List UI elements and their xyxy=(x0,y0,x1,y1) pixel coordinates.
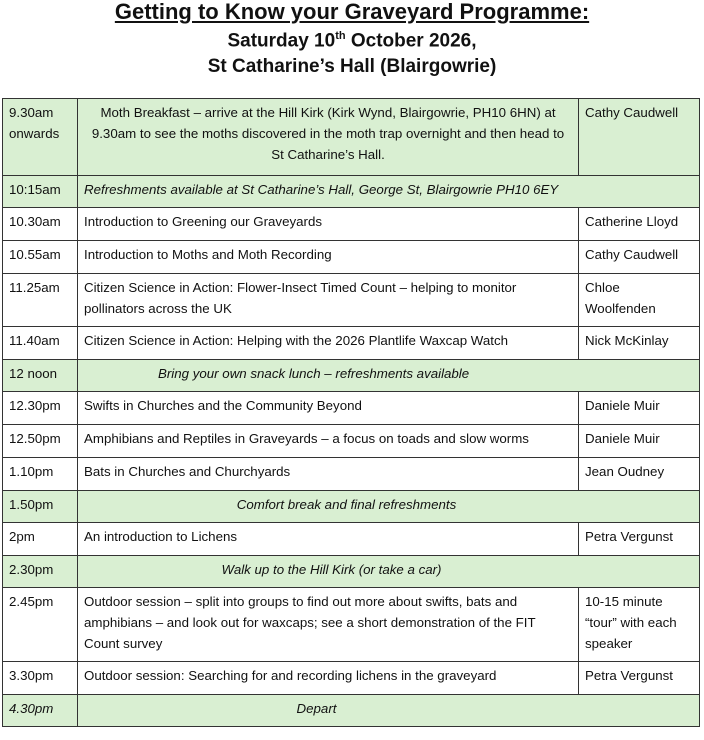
speaker-cell: Petra Vergunst xyxy=(579,523,700,556)
table-row xyxy=(3,491,700,523)
time-cell: 12.30pm xyxy=(3,392,78,425)
time-cell: 4.30pm xyxy=(3,695,78,727)
time-cell: 10.55am xyxy=(3,241,78,274)
time-cell: 9.30am onwards xyxy=(3,99,78,176)
activity-cell: Citizen Science in Action: Helping with the 2026 Plantlife Waxcap Watch xyxy=(78,327,579,360)
speaker-cell: Daniele Muir xyxy=(579,392,700,425)
date-main: Saturday 10 xyxy=(227,30,336,52)
speaker-cell: Jean Oudney xyxy=(579,458,700,491)
activity-cell: Swifts in Churches and the Community Beyond xyxy=(78,392,579,425)
table-row xyxy=(3,523,700,556)
table-row xyxy=(3,208,700,241)
time-cell: 11.25am xyxy=(3,274,78,327)
time-cell: 10.30am xyxy=(3,208,78,241)
activity-cell: Walk up to the Hill Kirk (or take a car) xyxy=(78,556,700,588)
event-date xyxy=(0,23,704,54)
time-cell: 11.40am xyxy=(3,327,78,360)
table-row xyxy=(3,588,700,662)
activity-cell: Introduction to Moths and Moth Recording xyxy=(78,241,579,274)
table-row xyxy=(3,274,700,327)
table-row xyxy=(3,662,700,695)
table-row xyxy=(3,241,700,274)
activity-cell: Bring your own snack lunch – refreshments available xyxy=(78,360,700,392)
time-cell: 1.10pm xyxy=(3,458,78,491)
time-cell: 3.30pm xyxy=(3,662,78,695)
activity-cell: Refreshments available at St Catharine’s Hall, George St, Blairgowrie PH10 6EY xyxy=(78,176,700,208)
table-row xyxy=(3,392,700,425)
page-title: Getting to Know your Graveyard Programme: xyxy=(114,0,590,24)
speaker-cell: 10-15 minute “tour” with each speaker xyxy=(579,588,700,662)
speaker-cell: Cathy Caudwell xyxy=(579,99,700,176)
time-cell: 1.50pm xyxy=(3,491,78,523)
speaker-cell: Daniele Muir xyxy=(579,425,700,458)
time-cell: 12 noon xyxy=(3,360,78,392)
table-row xyxy=(3,556,700,588)
speaker-cell: Cathy Caudwell xyxy=(579,241,700,274)
time-cell: 2pm xyxy=(3,523,78,556)
activity-cell: Amphibians and Reptiles in Graveyards – a focus on toads and slow worms xyxy=(78,425,579,458)
speaker-cell: Petra Vergunst xyxy=(579,662,700,695)
speaker-cell: Nick McKinlay xyxy=(579,327,700,360)
event-venue: St Catharine’s Hall (Blairgowrie) xyxy=(207,56,497,78)
activity-cell: Outdoor session – split into groups to find out more about swifts, bats and amphibians – and look out for waxcaps; see a short demonstration of the FIT Count survey xyxy=(78,588,579,662)
activity-cell: An introduction to Lichens xyxy=(78,523,579,556)
table-row xyxy=(3,458,700,491)
date-rest: October 2026, xyxy=(345,30,477,52)
table-row xyxy=(3,327,700,360)
date-suffix: th xyxy=(335,30,346,42)
time-cell: 12.50pm xyxy=(3,425,78,458)
activity-cell: Comfort break and final refreshments xyxy=(78,491,700,523)
table-row xyxy=(3,695,700,727)
header xyxy=(0,0,704,80)
activity-cell: Bats in Churches and Churchyards xyxy=(78,458,579,491)
table-row xyxy=(3,176,700,208)
time-cell: 2.45pm xyxy=(3,588,78,662)
activity-cell: Outdoor session: Searching for and recording lichens in the graveyard xyxy=(78,662,579,695)
time-cell: 2.30pm xyxy=(3,556,78,588)
time-cell: 10:15am xyxy=(3,176,78,208)
schedule-table xyxy=(2,98,700,727)
speaker-cell: Chloe Woolfenden xyxy=(579,274,700,327)
activity-cell: Introduction to Greening our Graveyards xyxy=(78,208,579,241)
table-row xyxy=(3,360,700,392)
speaker-cell: Catherine Lloyd xyxy=(579,208,700,241)
activity-cell: Moth Breakfast – arrive at the Hill Kirk (Kirk Wynd, Blairgowrie, PH10 6HN) at 9.30am to see the moths discovered in the moth trap overnight and then head to St Catharine’s Hall. xyxy=(78,99,579,176)
table-row xyxy=(3,99,700,176)
table-row xyxy=(3,425,700,458)
activity-cell: Depart xyxy=(78,695,700,727)
activity-cell: Citizen Science in Action: Flower-Insect Timed Count – helping to monitor pollinators across the UK xyxy=(78,274,579,327)
